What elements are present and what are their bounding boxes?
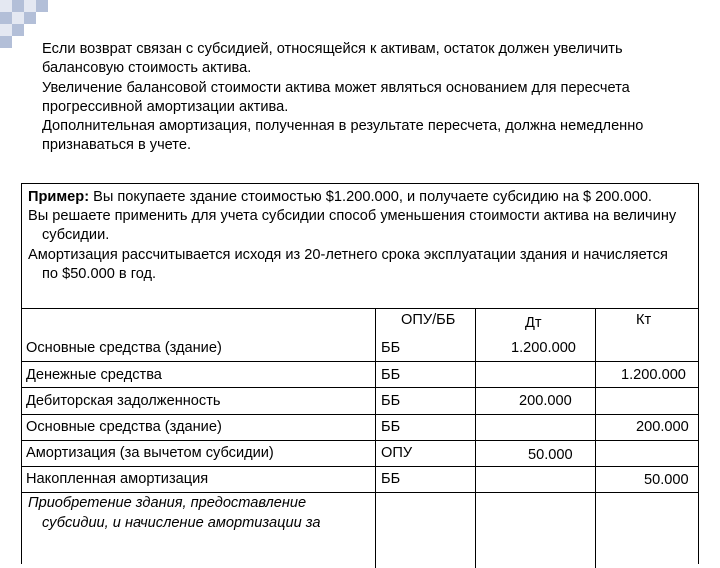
example-text [28,188,688,284]
row-5-dt: 50.000 [528,447,573,463]
row-divider [22,440,698,441]
row-1-dt: 1.200.000 [511,340,576,356]
row-5-account: Амортизация (за вычетом субсидии) [26,445,274,461]
intro-paragraph-1: Если возврат связан с субсидией, относящейся к активам, остаток должен увеличить балансовую стоимость актива. [42,41,623,77]
example-purchase-text: Вы покупаете здание стоимостью $1.200.000, и получаете субсидию на $ 200.000. [89,189,652,205]
col-divider-1 [375,308,376,568]
row-2-type: ББ [381,367,401,383]
row-divider [22,466,698,467]
row-3-dt: 200.000 [519,393,572,409]
example-box [21,183,699,564]
header-dt: Дт [525,315,542,331]
table-top-border [22,308,698,309]
col-divider-3 [595,308,596,568]
example-label: Пример: [28,189,90,205]
col-divider-2 [475,308,476,568]
row-1-account: Основные средства (здание) [26,340,222,356]
intro-paragraph-2: Увеличение балансовой стоимости актива может являться основанием для пересчета прогрессивной амортизации актива. [42,79,630,115]
row-2-kt: 1.200.000 [621,367,686,383]
intro-paragraph-3: Дополнительная амортизация, полученная в результате пересчета, должна немедленно признаваться в учете. [42,118,644,154]
row-4-account: Основные средства (здание) [26,419,222,435]
header-type: ОПУ/ББ [401,312,456,328]
example-line-1 [28,188,688,207]
row-4-kt: 200.000 [636,419,689,435]
row-6-type: ББ [381,471,401,487]
row-4-type: ББ [381,419,401,435]
header-kt: Кт [636,312,652,328]
row-divider [22,361,698,362]
row-5-type: ОПУ [381,445,413,461]
row-3-type: ББ [381,393,401,409]
footnote-text: Приобретение здания, предоставление субсидии, и начисление амортизации за [28,495,321,531]
example-line-2: Вы решаете применить для учета субсидии способ уменьшения стоимости актива на величину субсидии. [28,208,677,244]
row-divider [22,414,698,415]
row-6-kt: 50.000 [644,472,689,488]
example-line-3: Амортизация рассчитывается исходя из 20-летнего срока эксплуатации здания и начисляется по $50.000 в год. [28,246,668,282]
row-1-type: ББ [381,340,401,356]
row-3-account: Дебиторская задолженность [26,393,221,409]
row-2-account: Денежные средства [26,367,162,383]
intro-text [42,40,702,156]
table-footnote [28,493,368,533]
row-6-account: Накопленная амортизация [26,471,209,487]
row-divider [22,387,698,388]
